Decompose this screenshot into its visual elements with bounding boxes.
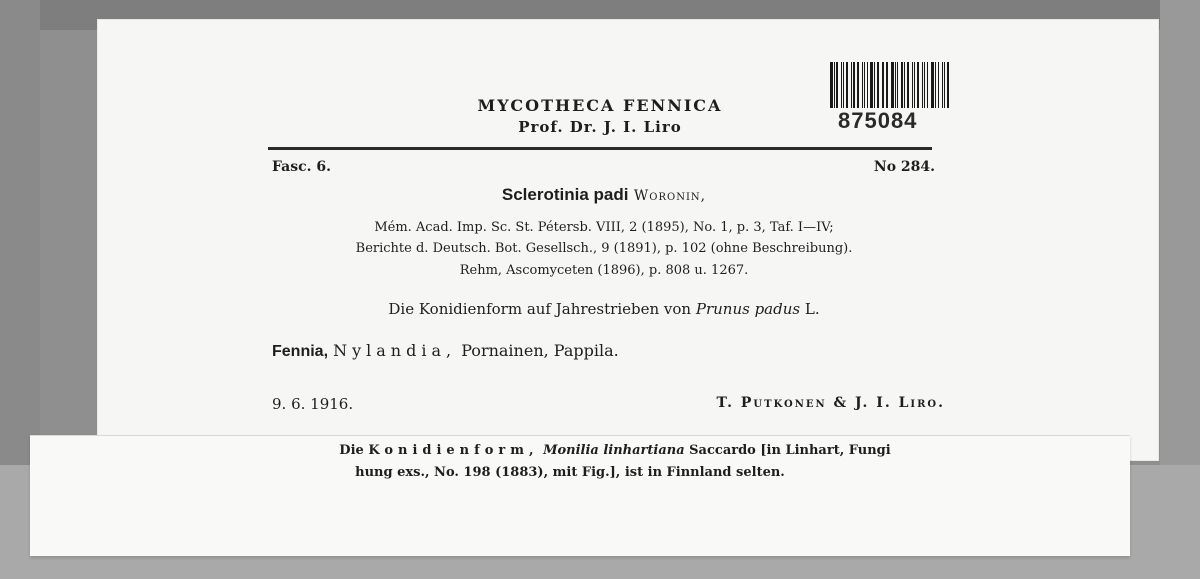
barcode-bar [924,62,926,108]
region: Nylandia, [333,341,457,360]
barcode-bar [841,62,842,108]
reference-2: Berichte d. Deutsch. Bot. Gesellsch., 9 (1891), p. 102 (ohne Beschreibung). [355,241,853,256]
host-description [272,300,936,318]
note-rest-2: exs., No. 198 (1883), mit Fig.], ist in Finnland selten. [397,465,785,480]
fascicle-label: Fasc. 6. [272,159,332,175]
host-species: Prunus padus [695,300,801,318]
collection-date: 9. 6. 1916. [272,395,354,413]
barcode-bar [874,62,875,108]
barcode-bar [834,62,835,108]
barcode-bar [857,62,859,108]
header-divider [268,147,932,150]
barcode-bar [917,62,919,108]
barcode-bar [931,62,934,108]
herbarium-sheet [98,20,1158,460]
barcode-bar [904,62,905,108]
species-author: Woronin, [633,188,707,204]
species-name [272,185,936,205]
collection-title: MYCOTHECA FENNICA [477,96,723,115]
note-rest-1: Saccardo [in Linhart, Fungi [689,443,891,458]
barcode-bar [870,62,873,108]
country: Fennia, [272,343,329,360]
barcode-bar [843,62,844,108]
barcode-bar [914,62,915,108]
barcode-bar [877,62,879,108]
note-line-2 [270,465,870,480]
collectors: T. Putkonen & J. I. Liro. [716,395,945,411]
specimen-number: No 284. [873,159,935,175]
barcode-bar [846,62,849,108]
barcode-bar [862,62,863,108]
barcode-bar [944,62,945,108]
barcode-bar [927,62,928,108]
note-species: Monilia linhartiana [543,443,685,458]
barcode-bar [907,62,910,108]
host-author: L. [804,300,820,318]
barcode-bar [853,62,855,108]
note-spaced-word: Konidienform, [368,443,539,458]
reference-1: Mém. Acad. Imp. Sc. St. Pétersb. VIII, 2 (1895), No. 1, p. 3, Taf. I—IV; [374,220,834,235]
barcode-number: 875084 [838,108,918,133]
barcode-bar [895,62,896,108]
barcode-bar [947,62,949,108]
barcode [830,62,952,108]
barcode-bar [851,62,852,108]
host-text: Die Konidienform auf Jahrestrieben von [388,300,692,318]
barcode-bar [922,62,923,108]
collection-editor: Prof. Dr. J. I. Liro [518,118,682,136]
locality-line [272,341,619,361]
barcode-bar [935,62,936,108]
note-spaced-2: hung [355,465,393,480]
barcode-bar [867,62,868,108]
barcode-bar [901,62,903,108]
note-prefix: Die [339,443,364,458]
barcode-bar [897,62,898,108]
barcode-bar [938,62,939,108]
barcode-bar [864,62,865,108]
barcode-bar [891,62,894,108]
barcode-bar [886,62,888,108]
barcode-bar [912,62,913,108]
genus-species: Sclerotinia padi [501,185,629,204]
barcode-bar [883,62,884,108]
reference-3: Rehm, Ascomyceten (1896), p. 808 u. 1267. [459,263,749,278]
locality: Pornainen, Pappila. [461,341,619,360]
note-line-1 [270,443,960,458]
barcode-bar [942,62,944,108]
barcode-bar [830,62,833,108]
barcode-bar [836,62,838,108]
barcode-bar [882,62,883,108]
